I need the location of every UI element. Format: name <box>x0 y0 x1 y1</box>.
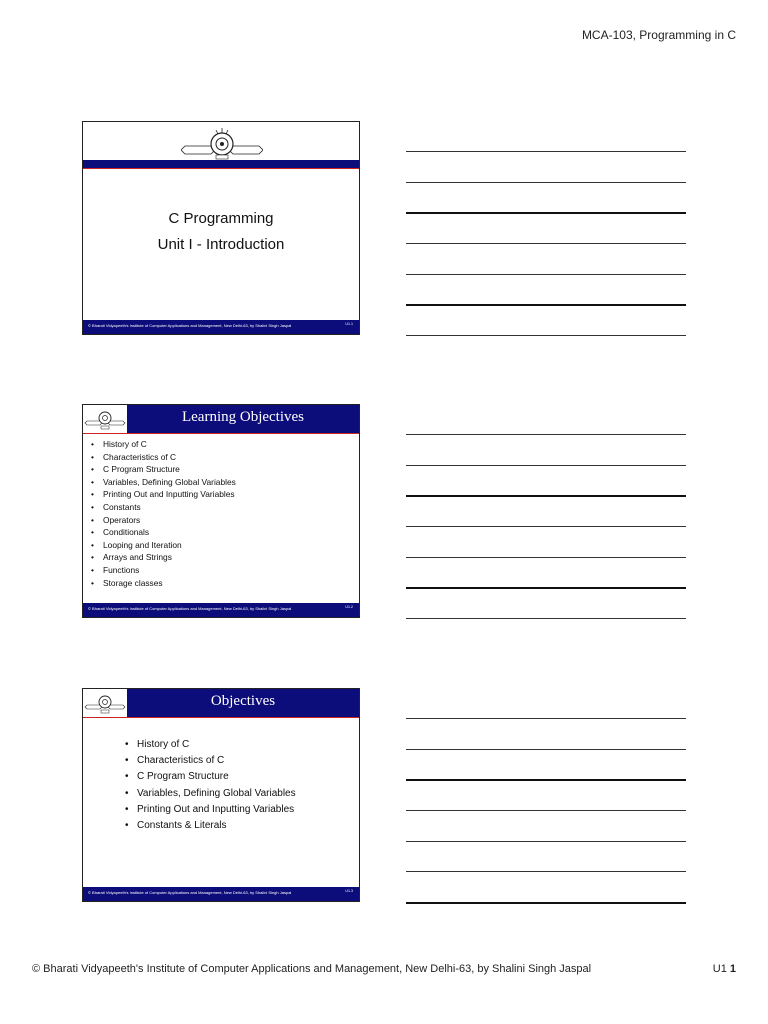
list-item: • C Program Structure <box>91 463 236 476</box>
list-item: • Looping and Iteration <box>91 539 236 552</box>
list-item: • Functions <box>91 564 236 577</box>
slide-heading: Learning Objectives <box>181 409 305 425</box>
slide-title-line: C Programming <box>168 210 274 227</box>
unit-label: U1 <box>712 963 727 975</box>
slide-title-bar <box>83 405 359 434</box>
slide-footer-text: © Bharati Vidyapeeth's Institute of Computer Applications and Management, New Delhi-63, by Shalini Singh Jaspal <box>88 323 292 328</box>
slide-title <box>83 206 359 258</box>
list-item: • Constants <box>91 501 236 514</box>
list-item: • Conditionals <box>91 526 236 539</box>
slide-footer <box>83 887 359 901</box>
note-line <box>406 810 686 811</box>
note-line <box>406 841 686 842</box>
slide-footer <box>83 320 359 334</box>
list-item: • History of C <box>125 737 296 753</box>
note-line <box>406 243 686 244</box>
slide-footer <box>83 603 359 617</box>
note-line <box>406 151 686 152</box>
note-line <box>406 618 686 619</box>
note-line <box>406 779 686 781</box>
slide-title-bar <box>83 689 359 718</box>
institute-logo <box>181 126 263 160</box>
page-number-value: 1 <box>729 963 736 975</box>
bullet-list <box>125 737 296 834</box>
note-line <box>406 212 686 214</box>
page-number <box>713 963 736 975</box>
slide-number: U1.3 <box>345 889 353 893</box>
note-line <box>406 587 686 589</box>
note-line <box>406 902 686 904</box>
list-item: • Constants & Literals <box>125 818 296 834</box>
note-line <box>406 557 686 558</box>
note-line <box>406 526 686 527</box>
note-line <box>406 871 686 872</box>
list-item: • C Program Structure <box>125 769 296 785</box>
note-line <box>406 434 686 435</box>
note-line <box>406 495 686 497</box>
slide-band <box>83 160 359 169</box>
list-item: • Printing Out and Inputting Variables <box>91 488 236 501</box>
slide-heading: Objectives <box>210 693 276 709</box>
list-item: • Characteristics of C <box>125 753 296 769</box>
list-item: • Variables, Defining Global Variables <box>91 476 236 489</box>
slide-3 <box>82 688 360 902</box>
slide-subtitle-line: Unit I - Introduction <box>157 236 285 253</box>
logo-icon <box>83 689 127 717</box>
slide-footer-text: © Bharati Vidyapeeth's Institute of Computer Applications and Management, New Delhi-63, by Shalini Singh Jaspal <box>88 890 292 895</box>
note-line <box>406 465 686 466</box>
slide-2 <box>82 404 360 618</box>
list-item: • Printing Out and Inputting Variables <box>125 802 296 818</box>
list-item: • Storage classes <box>91 577 236 590</box>
slide-number: U1.1 <box>345 322 353 326</box>
note-line <box>406 749 686 750</box>
note-line <box>406 718 686 719</box>
institute-logo <box>83 405 127 433</box>
list-item: • Arrays and Strings <box>91 551 236 564</box>
list-item: • Variables, Defining Global Variables <box>125 786 296 802</box>
note-line <box>406 182 686 183</box>
list-item: • History of C <box>91 438 236 451</box>
list-item: • Characteristics of C <box>91 451 236 464</box>
page-footer-copyright: © Bharati Vidyapeeth's Institute of Computer Applications and Management, New Delhi-63, by Shalini Singh Jaspal <box>32 963 592 975</box>
slide-footer-text: © Bharati Vidyapeeth's Institute of Computer Applications and Management, New Delhi-63, by Shalini Singh Jaspal <box>88 606 292 611</box>
list-item: • Operators <box>91 514 236 527</box>
institute-logo <box>83 689 127 717</box>
bullet-list <box>91 438 236 589</box>
note-line <box>406 304 686 306</box>
logo-icon <box>83 405 127 433</box>
page-header: MCA-103, Programming in C <box>581 28 736 42</box>
note-line <box>406 274 686 275</box>
note-line <box>406 335 686 336</box>
slide-1 <box>82 121 360 335</box>
slide-number: U1.2 <box>345 605 353 609</box>
